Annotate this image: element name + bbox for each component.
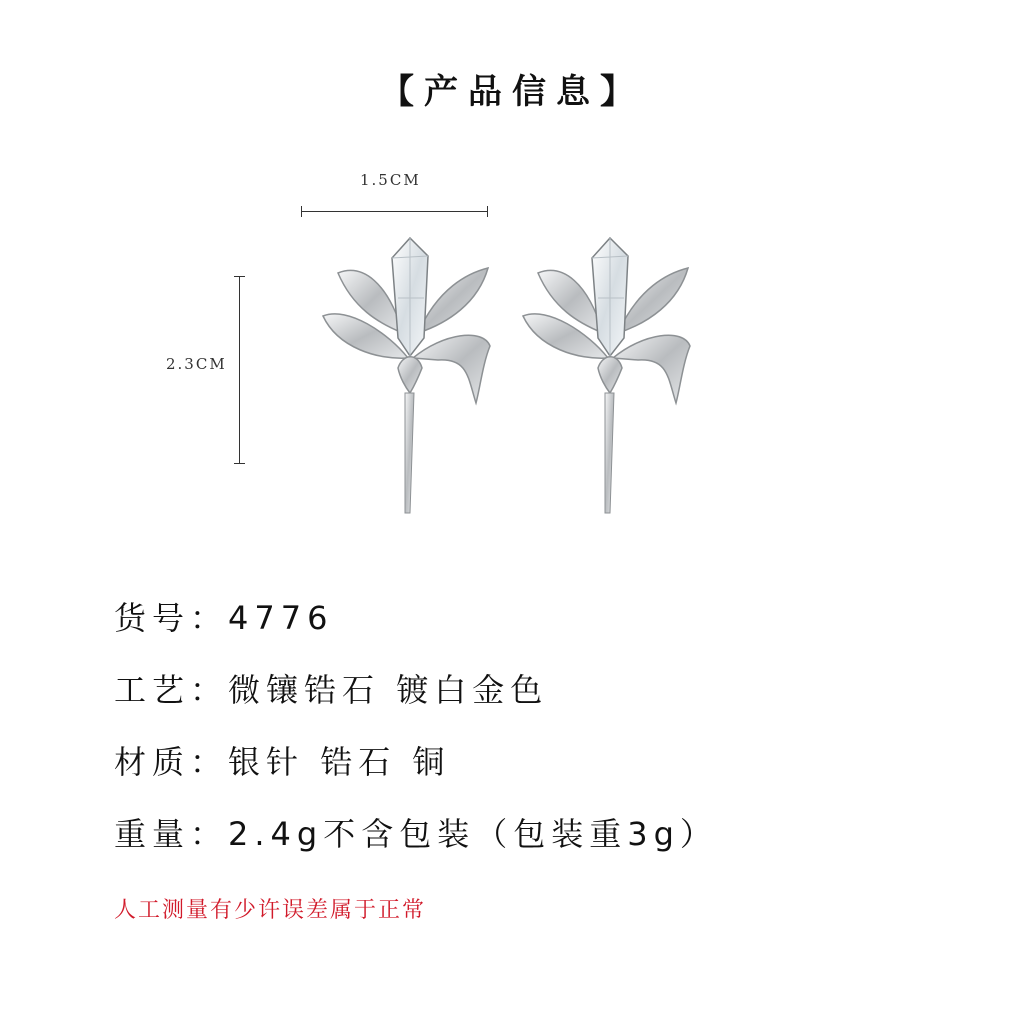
height-dimension-label: 2.3CM xyxy=(166,355,227,373)
material-value: 银针 锆石 铜 xyxy=(228,743,451,781)
item-number-row xyxy=(114,596,333,640)
measurement-note: 人工测量有少许误差属于正常 xyxy=(114,898,427,923)
weight-row xyxy=(114,812,718,856)
width-dimension-line xyxy=(301,211,488,212)
weight-value: 2.4g不含包装（包装重3g） xyxy=(228,815,718,853)
page-title: 【产品信息】 xyxy=(380,72,644,112)
item-number-label: 货号： xyxy=(114,599,229,637)
craft-value: 微镶锆石 镀白金色 xyxy=(228,671,549,709)
width-dimension-label: 1.5CM xyxy=(360,171,421,189)
earring-right-image xyxy=(518,228,698,518)
craft-row xyxy=(114,668,548,712)
height-dimension-line xyxy=(239,276,240,464)
item-number-value: 4776 xyxy=(228,599,334,637)
material-label: 材质： xyxy=(114,743,229,781)
material-row xyxy=(114,740,450,784)
earring-left-image xyxy=(318,228,498,518)
craft-label: 工艺： xyxy=(114,671,229,709)
weight-label: 重量： xyxy=(114,815,229,853)
